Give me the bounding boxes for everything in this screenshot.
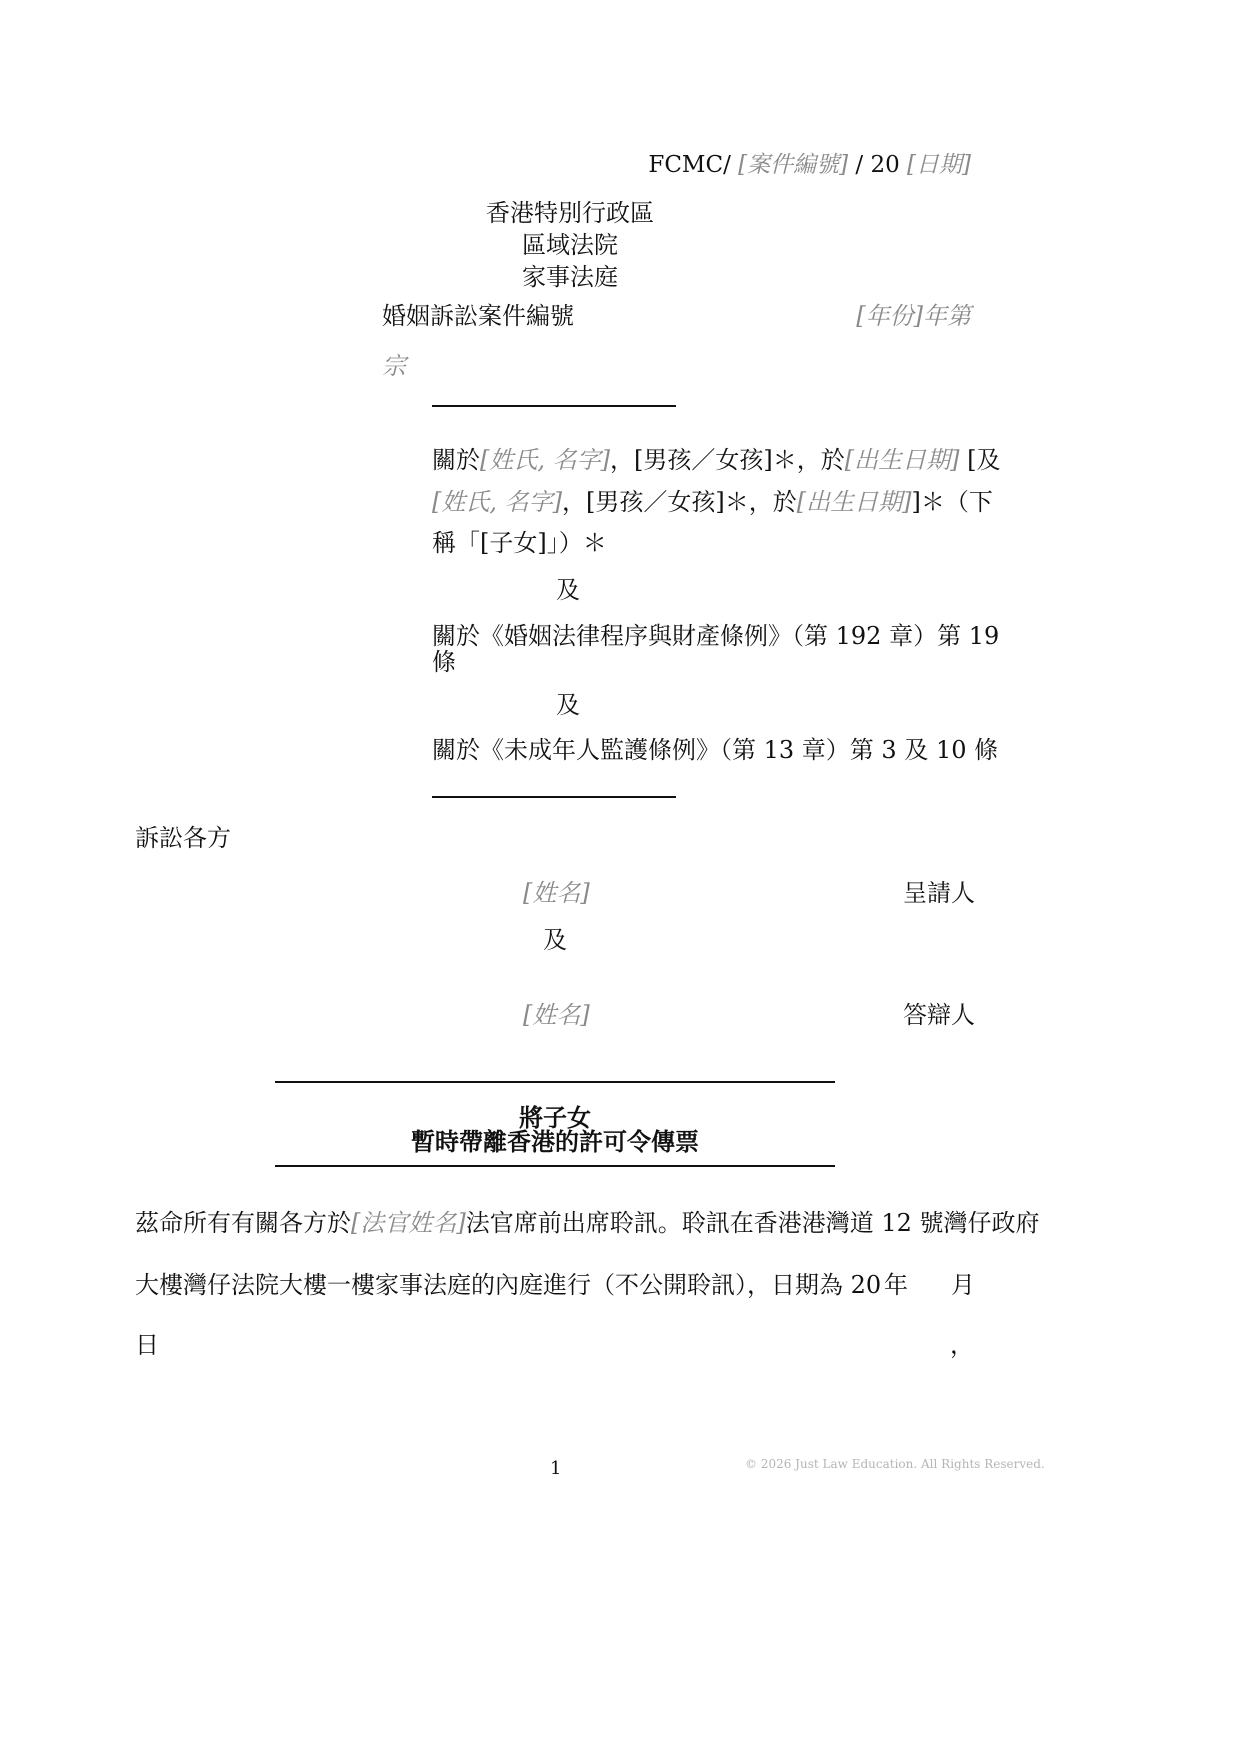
ordinance-192-line1: 關於《婚姻法律程序與財產條例》（第 192 章）第 19: [432, 622, 1000, 650]
parties-heading: 訴訟各方: [135, 824, 231, 852]
date-day-label: 日: [135, 1331, 159, 1359]
child-name-placeholder: [姓氏, 名字]: [432, 488, 562, 516]
date-month-label: 月: [951, 1271, 975, 1299]
child-name-placeholder: [姓氏, 名字]: [480, 446, 610, 474]
court-name-line3: 家事法庭: [522, 263, 618, 291]
court-name-line2: 區域法院: [522, 231, 618, 259]
title-rule-bottom: [275, 1165, 835, 1167]
body-line-2: 大樓灣仔法院大樓一樓家事法庭的內庭進行（不公開聆訊），日期為 20: [135, 1271, 882, 1299]
body-line-1: 茲命所有有關各方於[法官姓名]法官席前出席聆訊。聆訊在香港港灣道 12 號灣仔政府: [135, 1209, 1040, 1237]
page-number: 1: [550, 1458, 562, 1479]
respondent-name-placeholder: [姓名]: [523, 1001, 590, 1029]
dob-placeholder: [出生日期]: [844, 446, 960, 474]
ordinance-13: 關於《未成年人監護條例》（第 13 章）第 3 及 10 條: [432, 736, 999, 764]
ordinance-192-line2: 條: [432, 648, 456, 676]
parties-and: 及: [543, 926, 567, 954]
petitioner-role: 呈請人: [903, 879, 975, 907]
court-name-line1: 香港特別行政區: [486, 199, 654, 227]
matter-line-3: 稱「[子女]」）＊: [432, 529, 607, 557]
judge-name-placeholder: [法官姓名]: [351, 1209, 466, 1237]
respondent-role: 答辯人: [903, 1001, 975, 1029]
trailing-comma: ，: [950, 1331, 974, 1359]
year-placeholder: [年份]: [856, 302, 923, 330]
action-number-suffix: 宗: [382, 352, 406, 380]
document-title-line2: 暫時帶離香港的許可令傳票: [411, 1127, 699, 1156]
and-connector: 及: [556, 691, 580, 719]
and-connector: 及: [556, 576, 580, 604]
matter-line-1: 關於[姓氏, 名字]，[男孩／女孩]＊，於[出生日期] [及: [432, 446, 1001, 474]
date-year-label: 年: [884, 1271, 908, 1299]
case-prefix: FCMC/: [648, 152, 739, 178]
dob-placeholder: [出生日期]: [796, 488, 912, 516]
matter-line-2: [姓氏, 名字]，[男孩／女孩]＊，於[出生日期]]＊（下: [432, 488, 993, 516]
case-number-placeholder: [案件編號]: [738, 152, 849, 178]
case-mid: / 20: [848, 152, 908, 178]
action-label: 婚姻訴訟案件編號: [382, 302, 574, 330]
case-date-placeholder: [日期]: [907, 152, 971, 178]
petitioner-name-placeholder: [姓名]: [523, 879, 590, 907]
title-rule-top: [275, 1081, 835, 1083]
document-title-line1: 將子女: [519, 1103, 591, 1132]
year-suffix: 年第: [923, 302, 971, 330]
divider-bottom: [432, 796, 676, 798]
copyright-notice: © 2026 Just Law Education. All Rights Reserved.: [745, 1457, 1045, 1471]
case-reference: [648, 146, 971, 179]
action-year: [856, 296, 971, 331]
divider-top: [432, 405, 676, 407]
